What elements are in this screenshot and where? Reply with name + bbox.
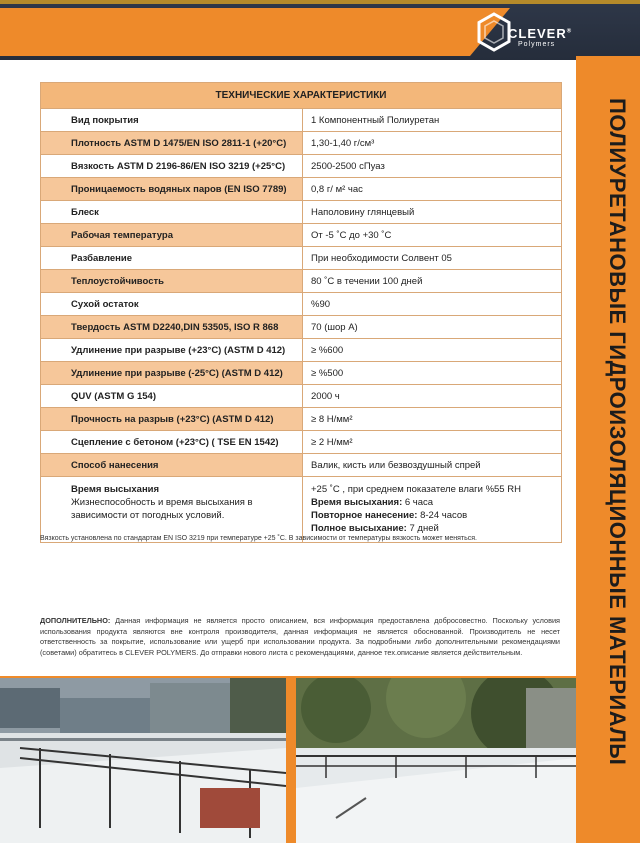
- table-row: [41, 431, 562, 454]
- table-cell-value: ≥ 8 Н/мм²: [303, 408, 562, 431]
- table-cell-value: 2000 ч: [303, 385, 562, 408]
- table-row: [41, 224, 562, 247]
- roof-photo-right: [296, 678, 576, 843]
- table-cell-label: Сухой остаток: [41, 293, 303, 316]
- table-cell-value: 70 (шор А): [303, 316, 562, 339]
- table-cell-label: Блеск: [41, 201, 303, 224]
- table-cell-value: От -5 ˚С до +30 ˚С: [303, 224, 562, 247]
- table-header-row: [41, 83, 562, 109]
- table-row: [41, 178, 562, 201]
- table-cell-label: Разбавление: [41, 247, 303, 270]
- table-cell-label: Вид покрытия: [41, 109, 303, 132]
- table-row: [41, 362, 562, 385]
- table-cell-value: 2500-2500 сПуаз: [303, 155, 562, 178]
- disclaimer-lead: ДОПОЛНИТЕЛЬНО:: [40, 616, 111, 625]
- table-row: [41, 201, 562, 224]
- table-cell-value: ≥ 2 Н/мм²: [303, 431, 562, 454]
- table-cell-value: ≥ %600: [303, 339, 562, 362]
- table-cell-value: %90: [303, 293, 562, 316]
- hexagon-logo-icon: [476, 12, 512, 52]
- disclaimer-text: Данная информация не является просто описанием, вся информация предоставлена добросовестно. Поскольку условия использования продукта являются вне контроля производителя, данная информация не является обоснованной. Производитель не несет ответственность за покрытие, использование или ущерб при использовании продукта. За подробными либо дополнительными рекомендациями (советами) обратитесь в CLEVER POLYMERS. До отправки нового листа с рекомендациями, данное тех.описание является действительным.: [40, 616, 560, 657]
- table-cell-label: [41, 477, 303, 543]
- logo-brand: CLEVER®: [508, 26, 573, 41]
- vertical-side-title: ПОЛИУРЕТАНОВЫЕ ГИДРОИЗОЛЯЦИОННЫЕ МАТЕРИАЛЫ: [605, 98, 630, 766]
- table-cell-value: Наполовину глянцевый: [303, 201, 562, 224]
- table-row: [41, 247, 562, 270]
- table-cell-value: ≥ %500: [303, 362, 562, 385]
- table-cell-value: При необходимости Солвент 05: [303, 247, 562, 270]
- table-cell-label: Проницаемость водяных паров (EN ISO 7789): [41, 178, 303, 201]
- recoat-time-line: Повторное нанесение: 8-24 часов: [311, 510, 468, 521]
- full-dry-line: Полное высыхание: 7 дней: [311, 523, 439, 534]
- table-row: [41, 454, 562, 477]
- photo-separator: [286, 678, 296, 843]
- table-cell-value: Валик, кисть или безвоздушный спрей: [303, 454, 562, 477]
- logo-sub: Polymers: [518, 41, 556, 48]
- table-cell-value: 0,8 г/ м² час: [303, 178, 562, 201]
- table-title: ТЕХНИЧЕСКИЕ ХАРАКТЕРИСТИКИ: [41, 83, 562, 109]
- table-cell-value: 1 Компонентный Полиуретан: [303, 109, 562, 132]
- clever-polymers-logo: [474, 10, 574, 54]
- table-cell-label: Сцепление с бетоном (+23°C) ( TSE EN 1542): [41, 431, 303, 454]
- table-cell-value: 80 ˚С в течении 100 дней: [303, 270, 562, 293]
- table-cell-label: Рабочая температура: [41, 224, 303, 247]
- drying-label-note: Жизнеспособность и время высыхания в зависимости от погодных условий.: [71, 497, 253, 521]
- roof-photo-left: [0, 678, 286, 843]
- table-cell-label: Удлинение при разрыве (+23°C) (ASTM D 412): [41, 339, 303, 362]
- technical-specs-table: [40, 82, 562, 543]
- viscosity-footnote: Вязкость установлена по стандартам EN ISO 3219 при температуре +25 ˚С. В зависимости от температуры вязкость может меняться.: [40, 535, 477, 542]
- table-cell-value: 1,30-1,40 г/cм³: [303, 132, 562, 155]
- table-row: [41, 316, 562, 339]
- table-cell-label: Теплоустойчивость: [41, 270, 303, 293]
- roof-photo-left-image: [0, 678, 286, 843]
- table-row: [41, 408, 562, 431]
- table-body: [41, 109, 562, 477]
- table-cell-label: Вязкость ASTM D 2196-86/EN ISO 3219 (+25°C): [41, 155, 303, 178]
- table-row: [41, 109, 562, 132]
- table-cell-label: Удлинение при разрыве (-25°C) (ASTM D 412): [41, 362, 303, 385]
- table-row: [41, 132, 562, 155]
- table-row: [41, 293, 562, 316]
- roof-photo-right-image: [296, 678, 576, 843]
- table-cell-value: [303, 477, 562, 543]
- table-row: [41, 385, 562, 408]
- table-row: [41, 270, 562, 293]
- table-row: [41, 155, 562, 178]
- table-row-drying-time: [41, 477, 562, 543]
- drying-time-line: Время высыхания: 6 часа: [311, 497, 434, 508]
- drying-conditions: +25 ˚С , при среднем показателе влаги %55 RH: [311, 484, 521, 495]
- drying-label: Время высыхания: [71, 484, 160, 495]
- disclaimer-paragraph: [40, 616, 560, 658]
- table-cell-label: Способ нанесения: [41, 454, 303, 477]
- header-orange-strip: [0, 8, 470, 56]
- table-cell-label: Твердость ASTM D2240,DIN 53505, ISO R 868: [41, 316, 303, 339]
- table-cell-label: Плотность ASTM D 1475/EN ISO 2811-1 (+20°C): [41, 132, 303, 155]
- table-cell-label: Прочность на разрыв (+23°C) (ASTM D 412): [41, 408, 303, 431]
- table-row: [41, 339, 562, 362]
- table-cell-label: QUV (ASTM G 154): [41, 385, 303, 408]
